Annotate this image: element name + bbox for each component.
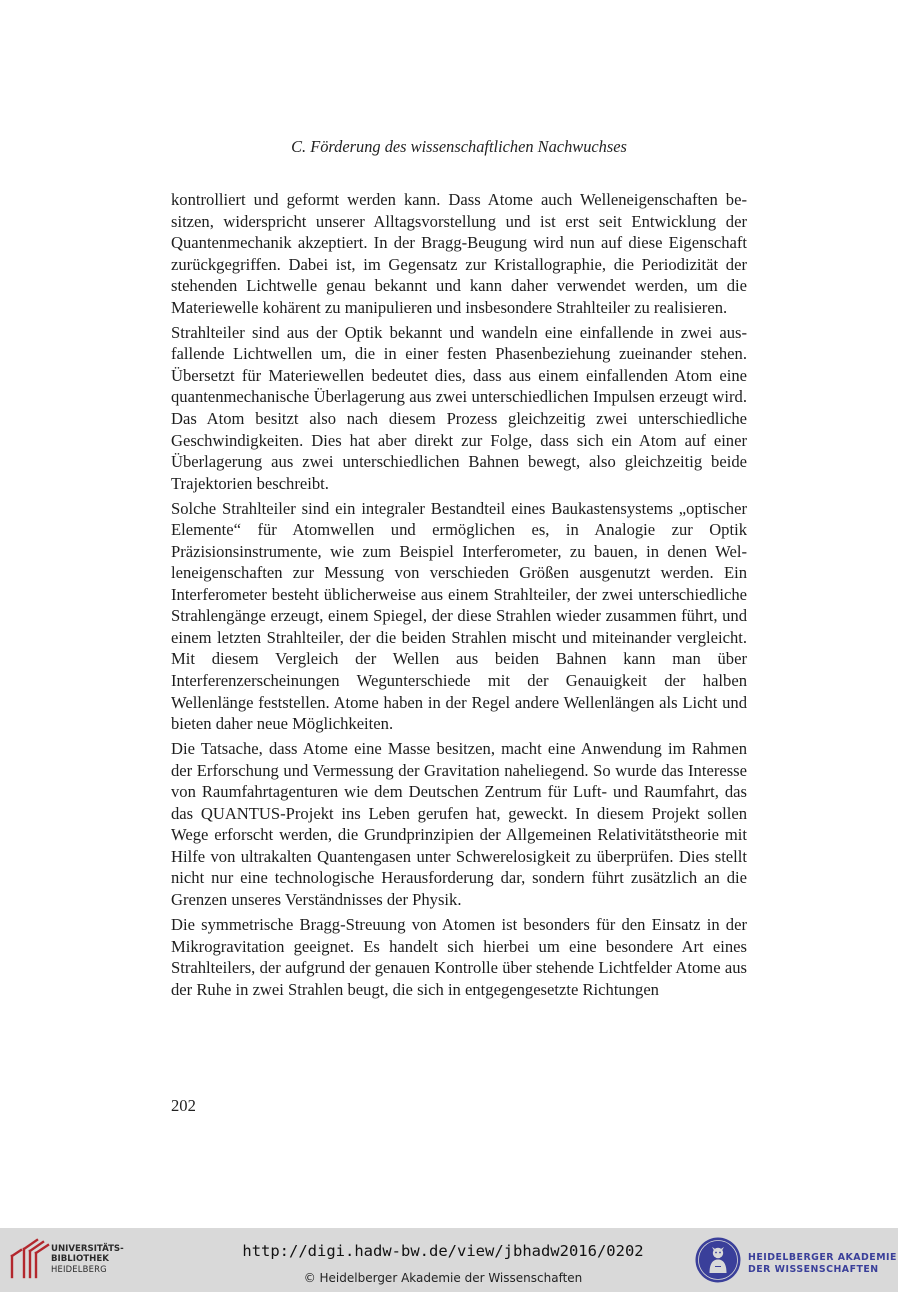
- university-library-logo[interactable]: [8, 1234, 138, 1286]
- academy-logo-line: HEIDELBERGER AKADEMIE: [748, 1252, 897, 1263]
- paragraph: Strahlteiler sind aus der Optik bekannt und wandeln eine einfallende in zwei ausfallende Lichtwellen um, die in einer festen Phasenbeziehung zueinander stehen. Übersetzt für Materiewellen bedeutet dies, dass aus einem einfallenden Atom eine quantenmechanische Überlagerung aus zwei unterschiedlichen Impulsen erzeugt wird. Das Atom besitzt also nach diesem Prozess gleichzeitig zwei unterschiedliche Geschwindigkeiten. Dies hat aber direkt zur Folge, dass sich ein Atom auf einer Überlagerung aus zwei unterschiedlichen Bahnen bewegt, also gleichzeitig beide Trajektorien beschreibt.: [171, 322, 747, 493]
- ub-logo-text: [51, 1244, 124, 1274]
- academy-seal-icon: [694, 1236, 742, 1284]
- ub-logo-line: UNIVERSITÄTS-: [51, 1244, 124, 1254]
- viewer-footer: [0, 1228, 898, 1292]
- article-body: [171, 189, 747, 1004]
- academy-logo-text: [748, 1252, 897, 1275]
- ub-logo-mark-icon: [8, 1236, 52, 1280]
- running-title: C. Förderung des wissenschaftlichen Nachwuchses: [291, 137, 627, 156]
- paragraph: Die symmetrische Bragg-Streuung von Atomen ist besonders für den Einsatz in der Mikrogravitation geeignet. Es handelt sich hierbei um eine besondere Art eines Strahlteilers, der aufgrund der genauen Kontrolle über stehende Lichtfelder Atome aus der Ruhe in zwei Strahlen beugt, die sich in entgegengesetzte Richtungen: [171, 915, 747, 999]
- paragraph: Die Tatsache, dass Atome eine Masse besitzen, macht eine Anwendung im Rahmen der Erforschung und Vermessung der Gravitation naheliegend. So wurde das Interesse von Raumfahrtagenturen wie dem Deutschen Zentrum für Luft- und Raumfahrt, das das QUANTUS-Projekt ins Leben gerufen hat, geweckt. In diesem Projekt sollen Wege erforscht werden, die Grundprinzipien der Allgemeinen Relativitätstheorie mit Hilfe von ultrakalten Quantengasen unter Schwerelosigkeit zu überprüfen. Dies stellt nicht nur eine technologische Herausforderung dar, sondern führt zusätzlich an die Grenzen unseres Verständnisses der Physik.: [171, 739, 747, 909]
- paragraph: Solche Strahlteiler sind ein integraler Bestandteil eines Baukastensystems „optischer Elemente“ für Atomwellen und ermöglichen es, in Analogie zur Optik Präzisionsinstrumente, wie zum Beispiel Interferometer, zu bauen, in denen Welleneigenschaften zur Messung von verschieden Größen ausgenutzt werden. Ein Interferometer besteht üblicherweise aus einem Strahlteiler, der zwei unterschiedliche Strahlengänge erzeugt, einem Spiegel, der diese Strahlen wieder zusammen führt, und einem letzten Strahlteiler, der die beiden Strahlen mischt und miteinander vergleicht. Mit diesem Vergleich der Wellen aus beiden Bahnen kann man über Interferenzerscheinungen Wegunterschiede mit der Genauigkeit der halben Wellenlänge feststellen. Atome haben in der Regel andere Wellenlängen als Licht und bieten daher neue Möglichkeiten.: [171, 498, 747, 734]
- copyright-notice: © Heidelberger Akademie der Wissenschaften: [303, 1271, 583, 1285]
- ub-logo-line: BIBLIOTHEK: [51, 1254, 109, 1264]
- academy-logo-line: DER WISSENSCHAFTEN: [748, 1263, 879, 1275]
- ub-logo-line: HEIDELBERG: [51, 1264, 107, 1274]
- page-number: 202: [171, 1096, 196, 1115]
- paragraph: kontrolliert und geformt werden kann. Dass Atome auch Welleneigenschaften besitzen, widerspricht unserer Alltagsvorstellung und ist erst seit Entwicklung der Quantenmechanik akzeptiert. In der Bragg-Beugung wird nun auf diese Eigenschaft zurückgegriffen. Dabei ist, im Gegensatz zur Kristallographie, die Periodizität der stehenden Lichtwelle genau bekannt und kann daher verwendet werden, um die Materiewelle kohärent zu manipulieren und insbesondere Strahlteiler zu realisieren.: [171, 190, 747, 317]
- permalink-url[interactable]: http://digi.hadw-bw.de/view/jbhadw2016/0202: [242, 1242, 644, 1260]
- academy-logo[interactable]: [694, 1234, 897, 1286]
